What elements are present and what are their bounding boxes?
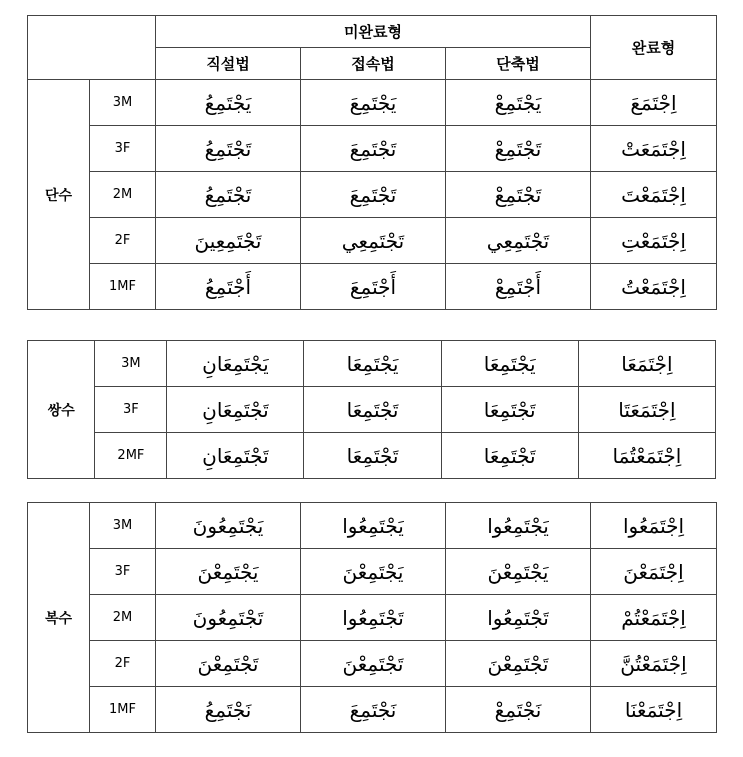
indicative-form: تَجْتَمِعَانِ xyxy=(167,433,304,479)
subjunctive-form: تَجْتَمِعَا xyxy=(304,387,441,433)
indicative-form: تَجْتَمِعُ xyxy=(156,126,301,172)
dual-row xyxy=(28,341,716,387)
subjunctive-form: نَجْتَمِعَ xyxy=(301,687,446,733)
indicative-form: تَجْتَمِعُونَ xyxy=(156,595,301,641)
header-row-top xyxy=(28,16,717,48)
subjunctive-form: يَجْتَمِعُوا xyxy=(301,503,446,549)
dual-label: 쌍수 xyxy=(28,341,95,479)
jussive-form: تَجْتَمِعْ xyxy=(446,172,591,218)
subjunctive-form: تَجْتَمِعَ xyxy=(301,172,446,218)
person-cell: 2F xyxy=(90,641,156,687)
person-cell: 2M xyxy=(90,172,156,218)
indicative-form: تَجْتَمِعِينَ xyxy=(156,218,301,264)
perfect-form: اِجْتَمَعَ xyxy=(591,80,717,126)
perfect-form: اِجْتَمَعَتْ xyxy=(591,126,717,172)
subjunctive-form: يَجْتَمِعْنَ xyxy=(301,549,446,595)
plural-row xyxy=(28,687,717,733)
singular-row xyxy=(28,80,717,126)
perfect-form: اِجْتَمَعُوا xyxy=(591,503,717,549)
perfect-form: اِجْتَمَعْتُمْ xyxy=(591,595,717,641)
jussive-form: تَجْتَمِعْ xyxy=(446,126,591,172)
singular-row xyxy=(28,264,717,310)
jussive-form: تَجْتَمِعَا xyxy=(441,433,578,479)
subjunctive-form: تَجْتَمِعَ xyxy=(301,126,446,172)
subjunctive-form: يَجْتَمِعَا xyxy=(304,341,441,387)
perfect-form: اِجْتَمَعْتَ xyxy=(591,172,717,218)
header-perfect: 완료형 xyxy=(591,16,717,80)
plural-rows xyxy=(28,503,717,733)
header-empty-cell xyxy=(28,16,156,80)
singular-label: 단수 xyxy=(28,80,90,310)
perfect-form: اِجْتَمَعْتُ xyxy=(591,264,717,310)
jussive-form: يَجْتَمِعَا xyxy=(441,341,578,387)
jussive-form: تَجْتَمِعْنَ xyxy=(446,641,591,687)
person-cell: 3M xyxy=(90,80,156,126)
indicative-form: يَجْتَمِعُونَ xyxy=(156,503,301,549)
indicative-form: يَجْتَمِعْنَ xyxy=(156,549,301,595)
indicative-form: أَجْتَمِعُ xyxy=(156,264,301,310)
plural-row xyxy=(28,503,717,549)
indicative-form: تَجْتَمِعُ xyxy=(156,172,301,218)
jussive-form: تَجْتَمِعُوا xyxy=(446,595,591,641)
subjunctive-form: أَجْتَمِعَ xyxy=(301,264,446,310)
person-cell: 2MF xyxy=(95,433,167,479)
indicative-form: نَجْتَمِعُ xyxy=(156,687,301,733)
indicative-form: تَجْتَمِعْنَ xyxy=(156,641,301,687)
perfect-form: اِجْتَمَعْتُمَا xyxy=(578,433,715,479)
plural-row xyxy=(28,549,717,595)
singular-conjugation-table xyxy=(27,15,717,310)
jussive-form: يَجْتَمِعُوا xyxy=(446,503,591,549)
plural-row xyxy=(28,641,717,687)
indicative-form: يَجْتَمِعُ xyxy=(156,80,301,126)
dual-row xyxy=(28,433,716,479)
plural-label: 복수 xyxy=(28,503,90,733)
dual-row xyxy=(28,387,716,433)
subjunctive-form: تَجْتَمِعِي xyxy=(301,218,446,264)
person-cell: 3F xyxy=(95,387,167,433)
person-cell: 3M xyxy=(95,341,167,387)
person-cell: 3F xyxy=(90,549,156,595)
singular-row xyxy=(28,218,717,264)
dual-conjugation-table xyxy=(27,340,716,479)
subjunctive-form: يَجْتَمِعَ xyxy=(301,80,446,126)
person-cell: 3M xyxy=(90,503,156,549)
perfect-form: اِجْتَمَعْتِ xyxy=(591,218,717,264)
subjunctive-form: تَجْتَمِعْنَ xyxy=(301,641,446,687)
jussive-form: يَجْتَمِعْ xyxy=(446,80,591,126)
person-cell: 1MF xyxy=(90,687,156,733)
indicative-form: يَجْتَمِعَانِ xyxy=(167,341,304,387)
plural-row xyxy=(28,595,717,641)
perfect-form: اِجْتَمَعْنَا xyxy=(591,687,717,733)
subjunctive-form: تَجْتَمِعَا xyxy=(304,433,441,479)
jussive-form: أَجْتَمِعْ xyxy=(446,264,591,310)
perfect-form: اِجْتَمَعَتَا xyxy=(578,387,715,433)
dual-rows xyxy=(28,341,716,479)
singular-row xyxy=(28,126,717,172)
singular-rows xyxy=(28,80,717,310)
person-cell: 2F xyxy=(90,218,156,264)
indicative-form: تَجْتَمِعَانِ xyxy=(167,387,304,433)
header-subjunctive: 접속법 xyxy=(301,48,446,80)
singular-row xyxy=(28,172,717,218)
person-cell: 2M xyxy=(90,595,156,641)
perfect-form: اِجْتَمَعْنَ xyxy=(591,549,717,595)
person-cell: 3F xyxy=(90,126,156,172)
header-jussive: 단축법 xyxy=(446,48,591,80)
perfect-form: اِجْتَمَعَا xyxy=(578,341,715,387)
perfect-form: اِجْتَمَعْتُنَّ xyxy=(591,641,717,687)
jussive-form: تَجْتَمِعِي xyxy=(446,218,591,264)
jussive-form: تَجْتَمِعَا xyxy=(441,387,578,433)
subjunctive-form: تَجْتَمِعُوا xyxy=(301,595,446,641)
person-cell: 1MF xyxy=(90,264,156,310)
header-indicative: 직설법 xyxy=(156,48,301,80)
jussive-form: نَجْتَمِعْ xyxy=(446,687,591,733)
header-imperfect: 미완료형 xyxy=(156,16,591,48)
plural-conjugation-table xyxy=(27,502,717,733)
jussive-form: يَجْتَمِعْنَ xyxy=(446,549,591,595)
